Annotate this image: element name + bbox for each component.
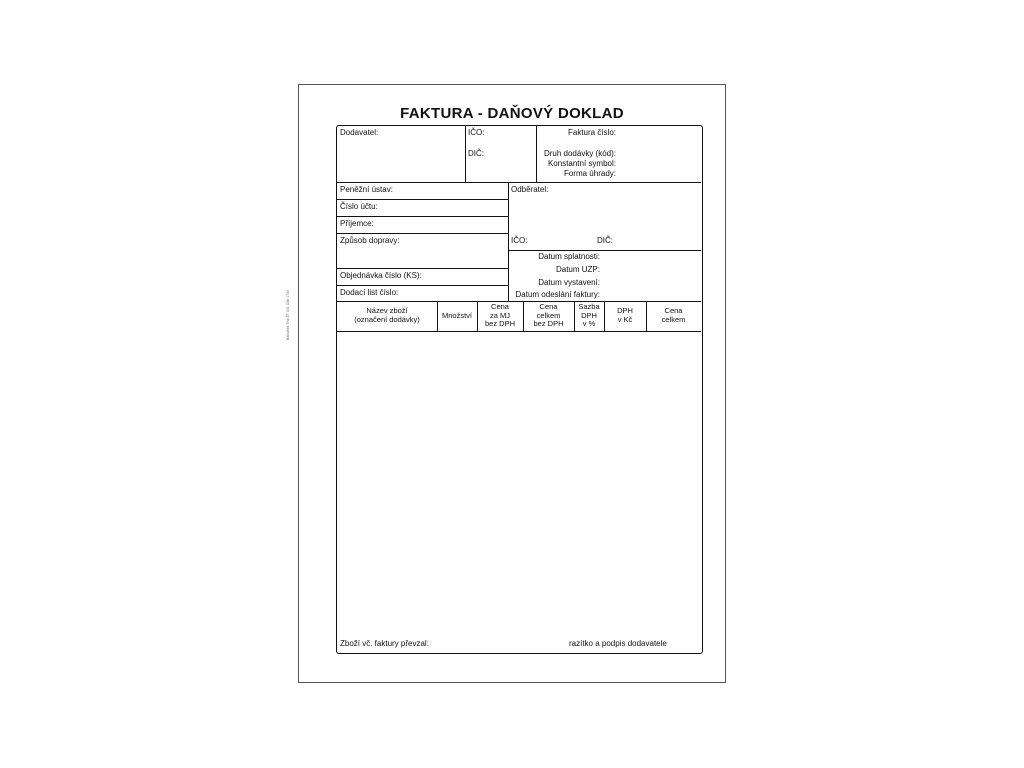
supplier-stamp-label: razítko a podpis dodavatele: [569, 639, 667, 648]
column-header-vat-rate: Sazba DPH v %: [578, 302, 600, 328]
invoice-number-label: Faktura číslo:: [567, 128, 616, 137]
print-credit-text: Baloušek Tisk ET 031 Odb 1704: [286, 289, 290, 340]
column-header-quantity: Množství: [441, 311, 472, 320]
bank-label: Peněžní ústav:: [340, 185, 393, 194]
form-frame: [336, 125, 703, 654]
column-header-item: Název zboží (označení dodávky): [354, 306, 420, 324]
divider: [337, 331, 701, 332]
ico-label: IČO:: [468, 128, 485, 137]
column-header-total-without-vat: Cena celkem bez DPH: [533, 302, 564, 328]
divider: [337, 216, 508, 217]
delivery-note-label: Dodací list číslo:: [340, 288, 399, 297]
divider: [337, 182, 701, 183]
supplier-label: Dodavatel:: [340, 128, 379, 137]
divider: [508, 182, 509, 302]
column-header-vat-amount: DPH v Kč: [617, 306, 633, 324]
customer-ico-label: IČO:: [511, 236, 528, 245]
divider: [337, 285, 508, 286]
divider: [337, 199, 508, 200]
customer-label: Odběratel:: [511, 185, 549, 194]
dic-label: DIČ:: [468, 149, 484, 158]
uzp-date-label: Datum UZP:: [555, 265, 600, 274]
account-label: Číslo účtu:: [340, 202, 378, 211]
divider: [337, 233, 508, 234]
due-date-label: Datum splatnosti:: [538, 252, 600, 261]
divider: [337, 268, 508, 269]
form-title: FAKTURA - DAŇOVÝ DOKLAD: [400, 105, 624, 122]
column-header-unit-price: Cena za MJ bez DPH: [484, 302, 515, 328]
goods-received-label: Zboží vč. faktury převzal:: [340, 639, 429, 648]
invoice-form-sheet: [286, 84, 726, 683]
divider: [536, 126, 537, 182]
order-number-label: Objednávka číslo (KS):: [340, 271, 422, 280]
issue-date-label: Datum vystavení:: [538, 278, 600, 287]
divider: [508, 250, 701, 251]
transport-label: Způsob dopravy:: [340, 236, 400, 245]
divider: [465, 126, 466, 182]
column-header-total: Cena celkem: [661, 306, 686, 324]
recipient-label: Příjemce:: [340, 219, 374, 228]
constant-symbol-label: Konstantní symbol:: [547, 159, 616, 168]
sent-date-label: Datum odeslání faktury:: [515, 290, 600, 299]
payment-form-label: Forma úhrady:: [563, 169, 616, 178]
delivery-type-label: Druh dodávky (kód):: [543, 149, 616, 158]
customer-dic-label: DIČ:: [597, 236, 613, 245]
